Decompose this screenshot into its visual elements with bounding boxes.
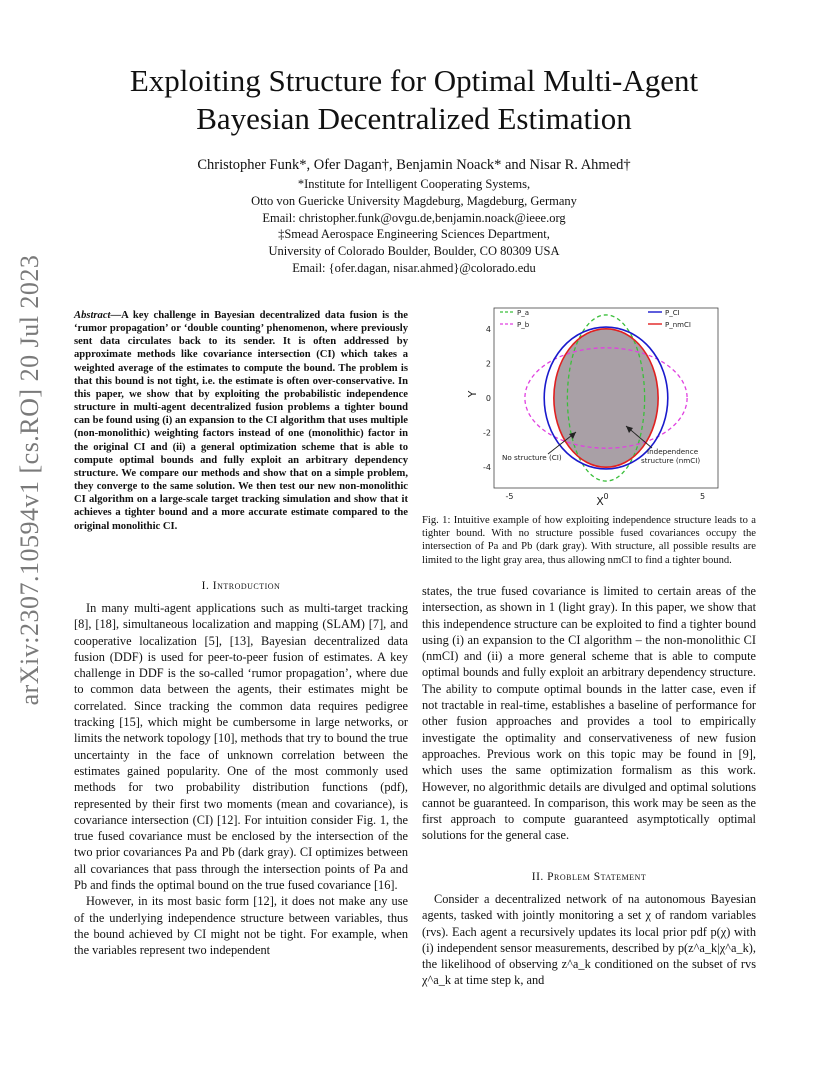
- figure-caption: Fig. 1: Intuitive example of how exploiting independence structure leads to a tighter bound. With no structure possible fused covariances occupy the intersection of Pa and Pb (dark gray). With structure, all possible results are limited to the light gray area, thus allowing nmCI to find a tighter bound.: [422, 515, 756, 566]
- x-tick-label: -5: [505, 492, 514, 501]
- abstract: [74, 309, 408, 533]
- legend-pb-label: P_b: [517, 321, 530, 329]
- right-body-2: [422, 891, 756, 989]
- title-line-2: Bayesian Decentralized Estimation: [196, 101, 632, 136]
- arxiv-stamp: [8, 254, 52, 706]
- affiliation-line: University of Colorado Boulder, Boulder, CO 80309 USA: [268, 244, 560, 258]
- figure-1-plot: [466, 300, 728, 510]
- x-axis-label: X: [596, 495, 604, 508]
- intro-paragraph-2: However, in its most basic form [12], it does not make any use of the underlying independence structure between variables, thus the bound achieved by CI might not be tight. For example, when the variables represent two independent: [74, 894, 408, 958]
- y-tick-label: 2: [485, 359, 491, 369]
- y-tick-label: 0: [485, 394, 491, 403]
- annotation-structure-nmci: structure (nmCI): [641, 456, 701, 465]
- affiliation-email[interactable]: Email: {ofer.dagan, nisar.ahmed}@colorado.edu: [292, 261, 536, 275]
- section-heading-text: I. Introduction: [201, 580, 281, 592]
- affiliation-line: *Institute for Intelligent Cooperating Systems,: [297, 177, 531, 191]
- affiliation-email[interactable]: Email: christopher.funk@ovgu.de,benjamin.noack@ieee.org: [262, 211, 566, 225]
- section-heading-text: II. Problem Statement: [531, 871, 647, 883]
- affiliation-line: Otto von Guericke University Magdeburg, Magdeburg, Germany: [251, 194, 577, 208]
- legend-pa-label: P_a: [517, 309, 530, 317]
- intro-paragraph-1: In many multi-agent applications such as multi-target tracking [8], [18], simultaneous localization and mapping (SLAM) [7], and cooperative localization [5], [13], Bayesian decentralized data fusion (DDF) is used for peer-to-peer fusion of estimates. A key challenge in DDF is the so-called ‘rumor propagation’, where due to common data between the agents, their estimates might be correlated. Since tracking the common data requires pedigree tracking [15], which might be cumbersome in large networks, or limits the network topology [10], methods that try to bound the true uncertainty in the face of unknown correlation between the estimates gained popularity. One of the most commonly used methods for two probability distribution functions (pdf), represented by their first two moments (mean and covariance), is covariance intersection (CI) [12]. For intuition consider Fig. 1, the true fused covariance must be enclosed by the intersection of the two prior covariances Pa and Pb (dark gray). CI optimizes between all covariances that pass through the intersection points of Pa and Pb and finds the optimal bound on the true fused covariance [16].: [74, 601, 408, 893]
- title-line-1: Exploiting Structure for Optimal Multi-Agent: [129, 63, 699, 98]
- section-heading: [74, 580, 408, 592]
- intro-body: [74, 600, 408, 959]
- authors: Christopher Funk*, Ofer Dagan†, Benjamin Noack* and Nisar R. Ahmed†: [197, 157, 631, 173]
- arxiv-stamp-text: arXiv:2307.10594v1 [cs.RO] 20 Jul 2023: [15, 254, 44, 706]
- x-tick-label: 0: [603, 492, 609, 501]
- y-tick-label: -4: [483, 463, 491, 473]
- figure-1: [466, 300, 728, 510]
- legend-pci-label: P_CI: [665, 309, 680, 317]
- legend-pnmci-label: P_nmCI: [665, 321, 691, 329]
- annotation-independence: Independence: [647, 447, 699, 456]
- y-axis-label: Y: [466, 390, 479, 398]
- annotation-no-structure: No structure (CI): [502, 453, 562, 462]
- x-tick-label: 5: [700, 492, 706, 501]
- right-paragraph-2: Consider a decentralized network of na autonomous Bayesian agents, tasked with jointly monitoring a set χ of random variables (rvs). Each agent a recursively updates its local prior pdf p(χ) with (i) independent sensor measurements, described by p(z^a_k|χ^a_k), the likelihood of observing z^a_k conditioned on the subset of rvs χ^a_k at time step k, and: [422, 892, 756, 988]
- y-tick-label: -2: [483, 428, 491, 438]
- affiliation-line: ‡Smead Aerospace Engineering Sciences Department,: [278, 227, 550, 241]
- abstract-label: Abstract: [74, 310, 111, 321]
- paper-title: [60, 62, 768, 138]
- section-heading: [422, 871, 756, 883]
- y-tick-label: 4: [485, 324, 491, 334]
- right-body-1: [422, 583, 756, 844]
- abstract-text: —A key challenge in Bayesian decentralized data fusion is the ‘rumor propagation’ or ‘double counting’ phenomenon, where previously sent data circulates back to its sender. It is often addressed by approximate methods like covariance intersection (CI) which takes a weighted average of the estimates to compute the bound. The problem is that this bound is not tight, i.e. the estimate is often over-conservative. In this paper, we show that by exploiting the probabilistic independence structure in multi-agent decentralized fusion problems a tighter bound can be found using (i) an expansion to the CI algorithm that uses multiple (non-monolithic) weighting factors instead of one (monolithic) factor in the original CI and (ii) a general optimization scheme that is able to compute optimal bounds and fully exploit an arbitrary dependency structure. We compare our methods and show that on a simple problem, they converge to the same solution. We then test our new non-monolithic CI algorithm on a large-scale target tracking simulation and show that it achieves a tighter bound and a more accurate estimate compared to the original monolithic CI.: [74, 310, 408, 532]
- right-paragraph-1: states, the true fused covariance is limited to certain areas of the intersection, as shown in 1 (light gray). In this paper, we show that this independence structure can be exploited to find a tighter bound using (i) an expansion to the CI algorithm – the non-monolithic CI (nmCI) and (ii) a more general scheme that is able to compute optimal bounds and fully exploit an arbitrary dependency structure. The ability to compute optimal bounds in the latter case, even if not tractable in real-time, establishes a baseline of performance for other fusion approaches and provides a tool to empirically investigate the optimality and conservativeness of new fusion approaches. Previous work on this topic may be found in [9], which uses the same optimization formalism as this work. However, no algorithmic details are divulged and optimal solutions cannot be guaranteed. In comparison, this work may be seen as the first approach to compute guaranteed asymptotically optimal solutions for the general case.: [422, 584, 756, 843]
